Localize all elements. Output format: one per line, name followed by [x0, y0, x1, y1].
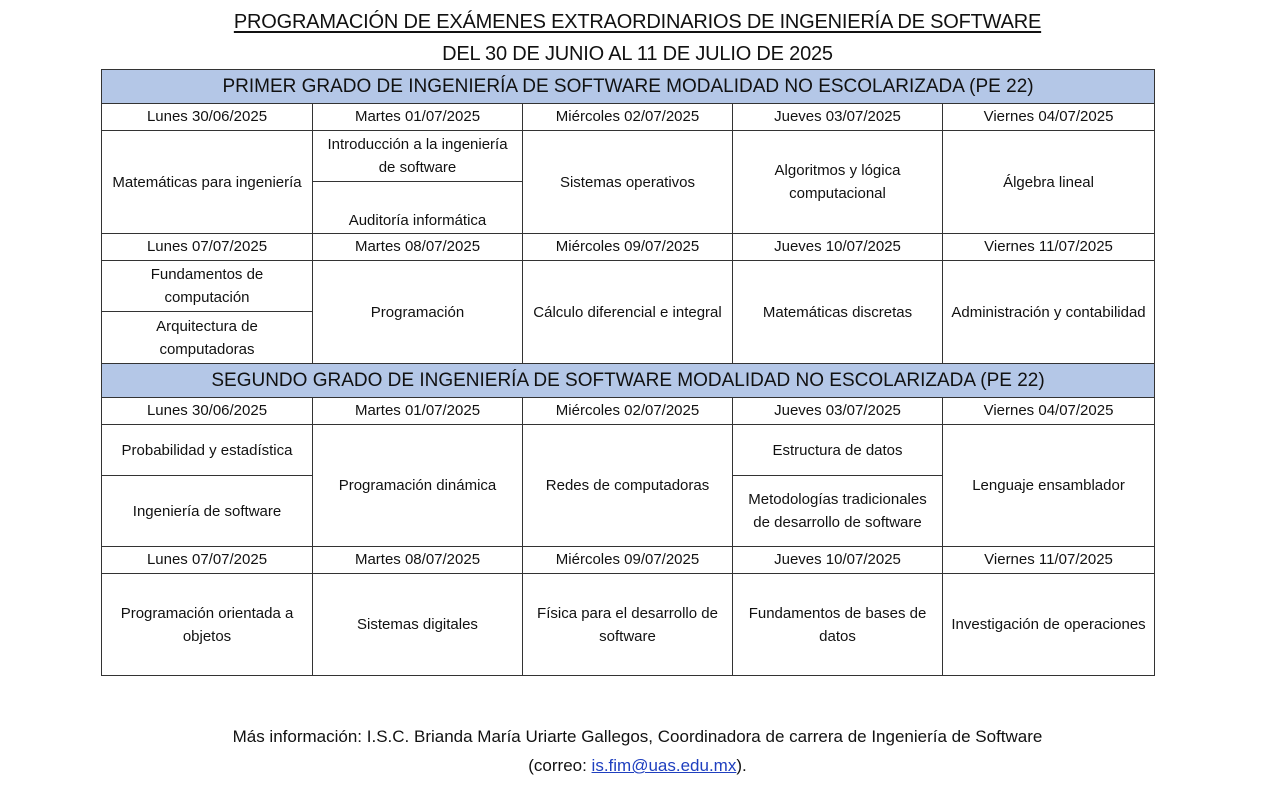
exam-cell: Programación orientada a objetos: [102, 574, 313, 676]
exam-cell: Matemáticas para ingeniería: [102, 131, 313, 234]
day-header: Jueves 03/07/2025: [733, 398, 943, 425]
day-header: Viernes 04/07/2025: [943, 398, 1155, 425]
day-header: Jueves 10/07/2025: [733, 547, 943, 574]
exam-schedule-table: [101, 69, 1155, 676]
day-header: Martes 08/07/2025: [313, 547, 523, 574]
day-header: Lunes 30/06/2025: [102, 398, 313, 425]
exam-cell: Fundamentos de bases de datos: [733, 574, 943, 676]
exam-cell: Probabilidad y estadística: [102, 425, 313, 476]
exam-cell: Ingeniería de software: [102, 476, 313, 547]
day-header: Miércoles 02/07/2025: [523, 104, 733, 131]
exam-cell: Matemáticas discretas: [733, 261, 943, 364]
day-header: Miércoles 09/07/2025: [523, 547, 733, 574]
exam-cell: Sistemas operativos: [523, 131, 733, 234]
exam-cell: Auditoría informática: [313, 182, 523, 234]
exam-cell: Metodologías tradicionales de desarrollo de software: [733, 476, 943, 547]
day-header: Miércoles 09/07/2025: [523, 234, 733, 261]
day-header: Jueves 10/07/2025: [733, 234, 943, 261]
exam-cell: Redes de computadoras: [523, 425, 733, 547]
day-header: Viernes 11/07/2025: [943, 547, 1155, 574]
exam-cell: Cálculo diferencial e integral: [523, 261, 733, 364]
exam-cell: Programación dinámica: [313, 425, 523, 547]
day-header: Lunes 30/06/2025: [102, 104, 313, 131]
page-title: PROGRAMACIÓN DE EXÁMENES EXTRAORDINARIOS DE INGENIERÍA DE SOFTWARE: [233, 11, 1042, 33]
footer-contact-info: Más información: I.S.C. Brianda María Uriarte Gallegos, Coordinadora de carrera de Ingeniería de Software: [232, 727, 1043, 746]
exam-cell: Fundamentos de computación: [102, 261, 313, 312]
exam-cell: Física para el desarrollo de software: [523, 574, 733, 676]
day-header: Lunes 07/07/2025: [102, 234, 313, 261]
exam-cell: Administración y contabilidad: [943, 261, 1155, 364]
email-link[interactable]: is.fim@uas.edu.mx: [591, 756, 737, 775]
day-header: Martes 01/07/2025: [313, 398, 523, 425]
exam-cell: Algoritmos y lógica computacional: [733, 131, 943, 234]
exam-cell: Estructura de datos: [733, 425, 943, 476]
day-header: Jueves 03/07/2025: [733, 104, 943, 131]
page-subtitle-date-range: DEL 30 DE JUNIO AL 11 DE JULIO DE 2025: [442, 43, 833, 65]
footer-email-suffix: ).: [736, 756, 747, 775]
day-header: Viernes 04/07/2025: [943, 104, 1155, 131]
day-header: Martes 08/07/2025: [313, 234, 523, 261]
day-header: Miércoles 02/07/2025: [523, 398, 733, 425]
section-heading-segundo-grado: SEGUNDO GRADO DE INGENIERÍA DE SOFTWARE MODALIDAD NO ESCOLARIZADA (PE 22): [102, 364, 1155, 398]
exam-cell: Álgebra lineal: [943, 131, 1155, 234]
day-header: Martes 01/07/2025: [313, 104, 523, 131]
exam-cell: Investigación de operaciones: [943, 574, 1155, 676]
section-heading-primer-grado: PRIMER GRADO DE INGENIERÍA DE SOFTWARE MODALIDAD NO ESCOLARIZADA (PE 22): [102, 70, 1155, 104]
day-header: Viernes 11/07/2025: [943, 234, 1155, 261]
footer-email-prefix: (correo:: [528, 756, 592, 775]
exam-cell: Programación: [313, 261, 523, 364]
day-header: Lunes 07/07/2025: [102, 547, 313, 574]
exam-cell: Arquitectura de computadoras: [102, 312, 313, 364]
exam-cell: Introducción a la ingeniería de software: [313, 131, 523, 182]
exam-cell: Sistemas digitales: [313, 574, 523, 676]
footer-email-line: [0, 756, 1275, 776]
exam-cell: Lenguaje ensamblador: [943, 425, 1155, 547]
